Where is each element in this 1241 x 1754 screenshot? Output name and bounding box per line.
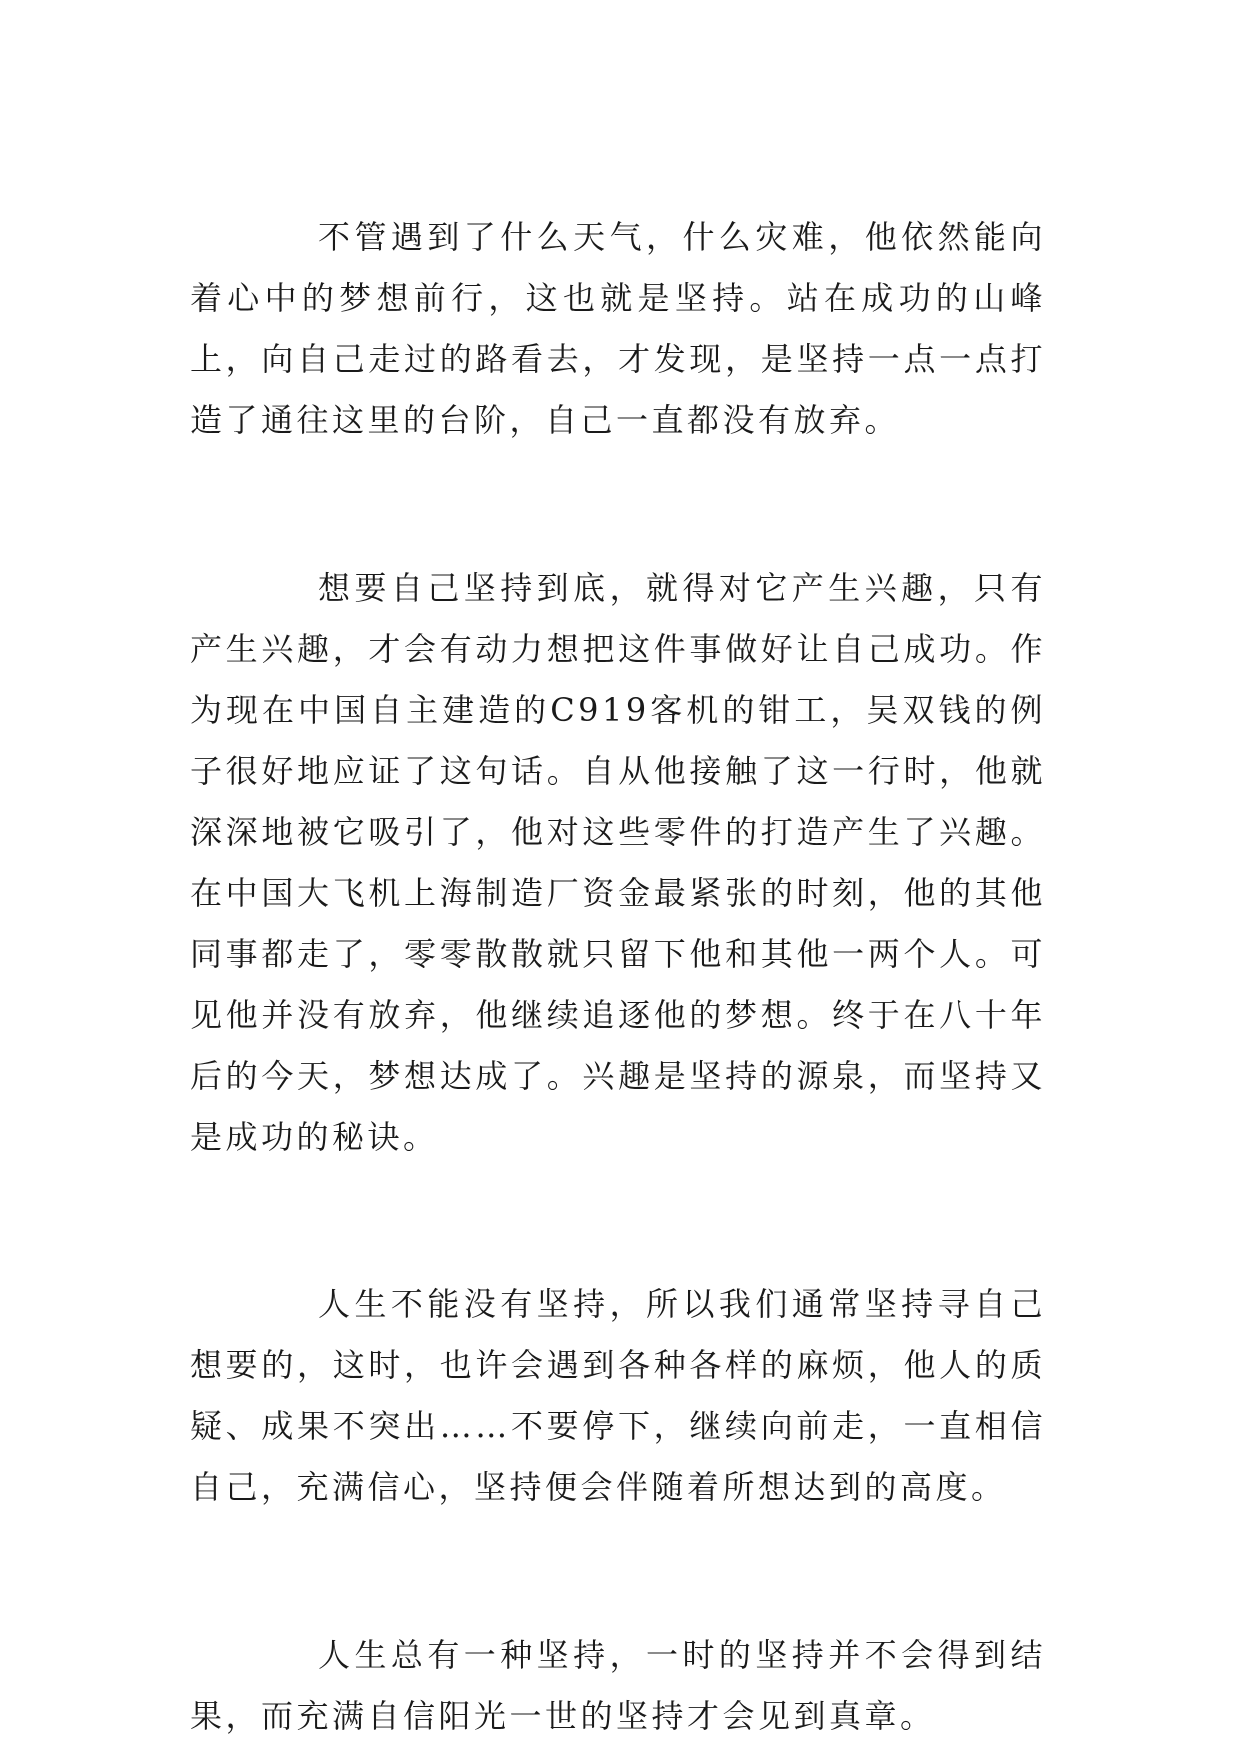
document-body xyxy=(190,207,1046,1747)
paragraph: 想要自己坚持到底，就得对它产生兴趣，只有产生兴趣，才会有动力想把这件事做好让自己成功。作为现在中国自主建造的C919客机的钳工，吴双钱的例子很好地应证了这句话。自从他接触了这一行时，他就深深地被它吸引了，他对这些零件的打造产生了兴趣。在中国大飞机上海制造厂资金最紧张的时刻，他的其他同事都走了，零零散散就只留下他和其他一两个人。可见他并没有放弃，他继续追逐他的梦想。终于在八十年后的今天，梦想达成了。兴趣是坚持的源泉，而坚持又是成功的秘诀。 xyxy=(190,569,1046,1156)
paragraph: 不管遇到了什么天气，什么灾难，他依然能向着心中的梦想前行，这也就是坚持。站在成功的山峰上，向自己走过的路看去，才发现，是坚持一点一点打造了通往这里的台阶，自己一直都没有放弃。 xyxy=(190,218,1046,439)
paragraph: 人生不能没有坚持，所以我们通常坚持寻自己想要的，这时，也许会遇到各种各样的麻烦，他人的质疑、成果不突出……不要停下，继续向前走，一直相信自己，充满信心，坚持便会伴随着所想达到的高度。 xyxy=(190,1285,1046,1506)
paragraph: 人生总有一种坚持，一时的坚持并不会得到结果，而充满自信阳光一世的坚持才会见到真章。 xyxy=(190,1636,1046,1735)
